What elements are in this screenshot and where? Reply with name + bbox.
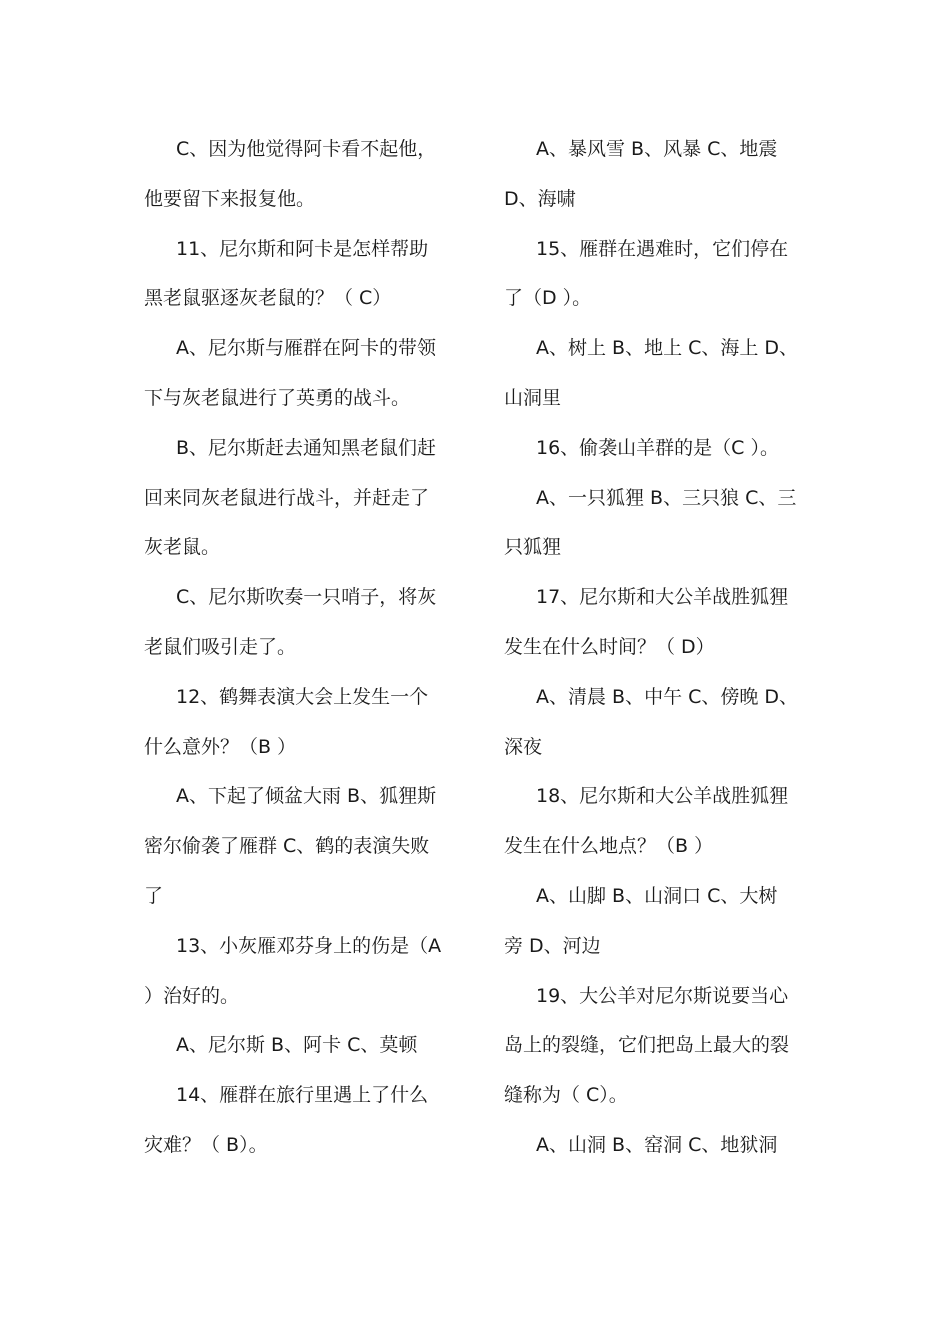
right-text-line: A、暴风雪 B、风暴 C、地震 — [536, 138, 778, 160]
right-text-line: 发生在什么地点？（B ） — [504, 835, 714, 858]
left-text-line: 回来同灰老鼠进行战斗，并赶走了 — [144, 486, 430, 509]
left-text-line: B、尼尔斯赶去通知黑老鼠们赶 — [176, 436, 437, 459]
left-text-line: 11、尼尔斯和阿卡是怎样帮助 — [176, 237, 429, 260]
right-text-line: 只狐狸 — [504, 536, 562, 559]
right-text-line: 16、偷袭山羊群的是（C ）。 — [536, 436, 779, 459]
left-text-line: ）治好的。 — [144, 984, 240, 1007]
right-text-line: 缝称为（ C）。 — [504, 1084, 628, 1107]
left-text-line: C、尼尔斯吹奏一只哨子，将灰 — [176, 586, 437, 609]
left-text-line: C、因为他觉得阿卡看不起他， — [176, 138, 437, 160]
right-text-line: 17、尼尔斯和大公羊战胜狐狸 — [536, 586, 789, 609]
left-text-line: 12、鹤舞表演大会上发生一个 — [176, 685, 429, 708]
left-text-line: A、尼尔斯 B、阿卡 C、莫顿 — [176, 1034, 418, 1057]
right-text-line: 了（D ）。 — [504, 287, 592, 310]
right-text-line: 深夜 — [504, 735, 543, 758]
left-text-line: 黑老鼠驱逐灰老鼠的？（ C） — [144, 287, 392, 310]
left-text-line: A、下起了倾盆大雨 B、狐狸斯 — [176, 785, 437, 808]
left-text-line: A、尼尔斯与雁群在阿卡的带领 — [176, 337, 436, 360]
right-text-column — [504, 125, 804, 1171]
left-text-line: 灰老鼠。 — [144, 536, 221, 559]
right-text-line: 旁 D、河边 — [504, 934, 601, 957]
left-text-line: 灾难？（ B）。 — [144, 1133, 268, 1156]
right-text-line: D、海啸 — [504, 187, 576, 210]
left-text-line: 密尔偷袭了雁群 C、鹤的表演失败 — [144, 835, 430, 858]
right-text-line: 18、尼尔斯和大公羊战胜狐狸 — [536, 785, 789, 808]
right-text-line: 15、雁群在遇难时，它们停在 — [536, 237, 789, 260]
right-text-line: A、树上 B、地上 C、海上 D、 — [536, 337, 799, 360]
left-text-line: 他要留下来报复他。 — [144, 187, 316, 210]
right-text-line: 山洞里 — [504, 386, 562, 409]
right-text-line: 岛上的裂缝，它们把岛上最大的裂 — [504, 1034, 790, 1057]
right-text-line: A、清晨 B、中午 C、傍晚 D、 — [536, 685, 799, 708]
left-text-line: 下与灰老鼠进行了英勇的战斗。 — [144, 386, 411, 409]
left-text-column — [144, 125, 456, 1171]
right-text-line: 发生在什么时间？（ D） — [504, 635, 715, 658]
right-text-line: 19、大公羊对尼尔斯说要当心 — [536, 984, 789, 1007]
right-text-line: A、一只狐狸 B、三只狼 C、三 — [536, 486, 797, 509]
left-text-line: 什么意外？（B ） — [144, 735, 297, 758]
left-text-line: 了 — [144, 884, 164, 907]
right-text-line: A、山洞 B、窑洞 C、地狱洞 — [536, 1133, 778, 1156]
right-text-line: A、山脚 B、山洞口 C、大树 — [536, 884, 778, 907]
left-text-line: 老鼠们吸引走了。 — [144, 635, 297, 658]
left-text-line: 13、小灰雁邓芬身上的伤是（A — [176, 934, 442, 957]
left-text-line: 14、雁群在旅行里遇上了什么 — [176, 1084, 429, 1107]
